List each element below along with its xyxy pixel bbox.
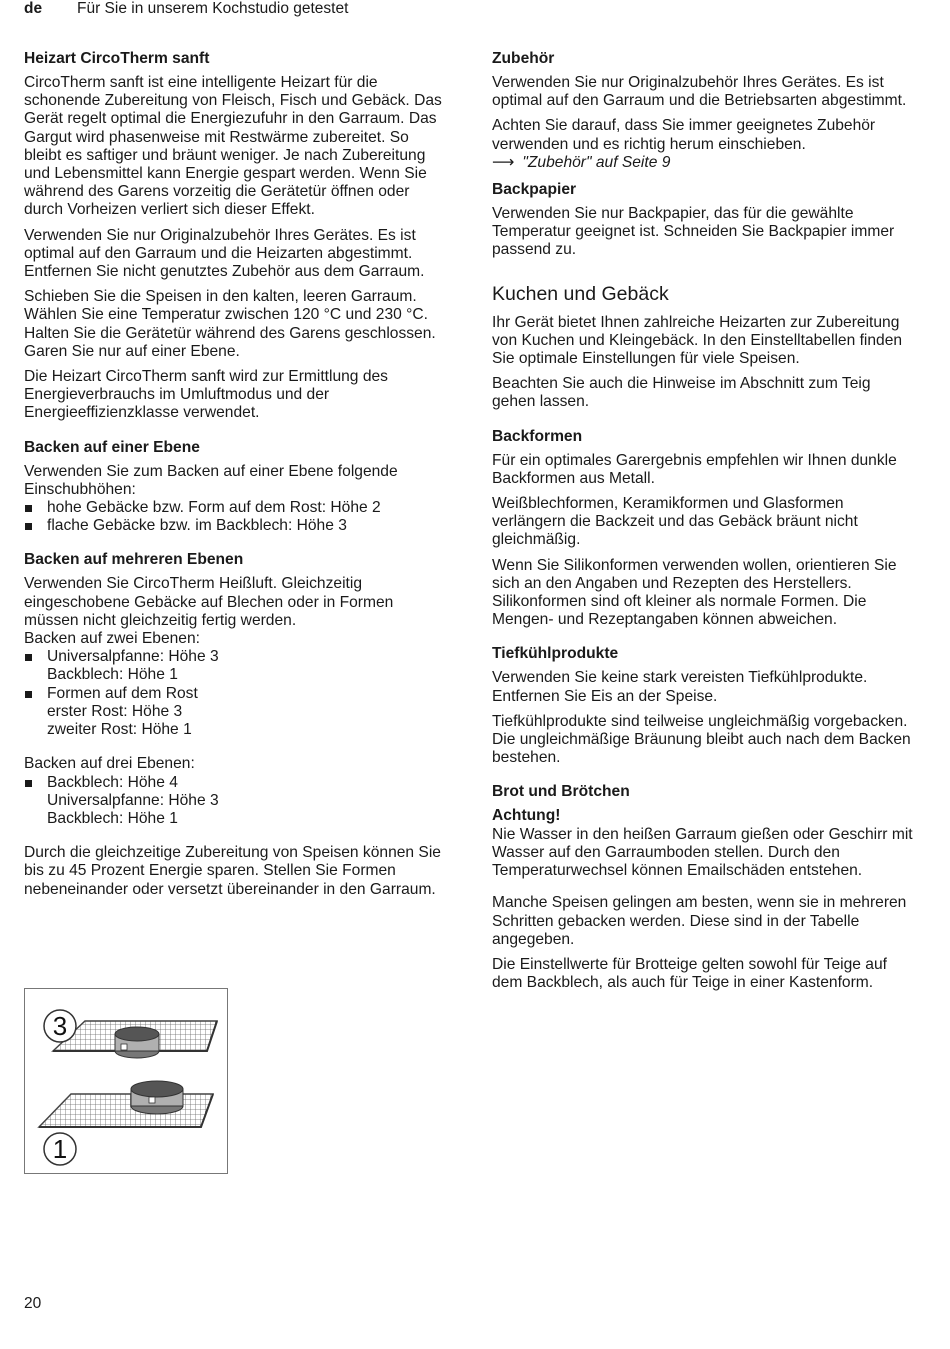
- list-item: flache Gebäcke bzw. im Backblech: Höhe 3: [24, 517, 449, 535]
- bullet-icon: [25, 691, 32, 698]
- bullet-icon: [25, 505, 32, 512]
- warning-title: Achtung!: [492, 807, 561, 825]
- left-column: [24, 50, 449, 906]
- rack-bottom: [39, 1081, 213, 1127]
- paragraph: Verwenden Sie keine stark vereisten Tiefkühlprodukte. Entfernen Sie Eis an der Speise.: [492, 669, 868, 705]
- svg-text:3: 3: [52, 1011, 68, 1041]
- list-item: Universalpfanne: Höhe 3 Backblech: Höhe 1: [24, 648, 449, 684]
- oven-racks-svg: [25, 989, 229, 1175]
- paragraph: Verwenden Sie zum Backen auf einer Ebene folgende Einschubhöhen:: [24, 462, 398, 498]
- bullet-icon: [25, 523, 32, 530]
- warning-text: Nie Wasser in den heißen Garraum gießen oder Geschirr mit Wasser auf den Garraumboden stellen. Durch den Temperaturwechsel können Emailschäden entstehen.: [492, 825, 913, 880]
- section-title-backpapier: Backpapier: [492, 181, 577, 199]
- page-reference-text: "Zubehör" auf Seite 9: [522, 153, 671, 171]
- section-title-zubehoer: Zubehör: [492, 50, 555, 67]
- language-code: de: [24, 0, 43, 17]
- paragraph: Für ein optimales Garergebnis empfehlen wir Ihnen dunkle Backformen aus Metall.: [492, 451, 897, 487]
- paragraph: Manche Speisen gelingen am besten, wenn sie in mehreren Schritten gebacken werden. Diese sind in der Tabelle angegeben.: [492, 894, 907, 948]
- bullet-icon: [25, 654, 32, 661]
- oven-racks-illustration: [24, 988, 228, 1174]
- bullet-list-two-levels: [24, 648, 449, 739]
- bullet-list: [24, 499, 449, 535]
- paragraph: Tiefkühlprodukte sind teilweise ungleichmäßig vorgebacken. Die ungleichmäßige Bräunung bleibt auch nach dem Backen bestehen.: [492, 712, 911, 767]
- section-title-brot: Brot und Brötchen: [492, 783, 630, 801]
- paragraph: Verwenden Sie nur Backpapier, das für die gewählte Temperatur geeignet ist. Schneiden Sie Backpapier immer passend zu.: [492, 205, 895, 259]
- list-item: Formen auf dem Rost erster Rost: Höhe 3 zweiter Rost: Höhe 1: [24, 685, 449, 740]
- paragraph: Schieben Sie die Speisen in den kalten, leeren Garraum. Wählen Sie eine Temperatur zwischen 120 °C und 230 °C. Halten Sie die Gerätetür während des Garens geschlossen. Garen Sie nur auf einer Ebene.: [24, 288, 436, 360]
- page-reference-link[interactable]: [492, 154, 918, 172]
- level-label-top: [44, 1010, 76, 1042]
- arrow-right-icon: ⟶: [492, 153, 515, 171]
- paragraph: CircoTherm sanft ist eine intelligente Heizart für die schonende Zubereitung von Fleisch, Fisch und Gebäck. Das Gerät regelt optimal die Energiezufuhr in den Garraum. Das Gargut wird phasenweise mit Restwärme zubereitet. So bleibt es saftiger und bräunt weniger. Je nach Zubereitung und Lebensmittel kann Energie gespart werden. Wenn Sie während des Garens vorzeitig die Gerätetür öffnen oder durch Vorheizen verliert sich dieser Effekt.: [24, 74, 442, 219]
- page-number: 20: [24, 1295, 42, 1312]
- paragraph: Backen auf zwei Ebenen:: [24, 630, 200, 648]
- section-title-circotherm: Heizart CircoTherm sanft: [24, 50, 210, 67]
- list-item: Backblech: Höhe 4 Universalpfanne: Höhe 3 Backblech: Höhe 1: [24, 774, 449, 829]
- paragraph: Die Heizart CircoTherm sanft wird zur Ermittlung des Energieverbrauchs im Umluftmodus und der Energieeffizienzklasse verwendet.: [24, 368, 388, 422]
- section-title-backformen: Backformen: [492, 427, 583, 445]
- list-item: hohe Gebäcke bzw. Form auf dem Rost: Höhe 2: [24, 499, 449, 517]
- paragraph: Wenn Sie Silikonformen verwenden wollen, orientieren Sie sich an den Angaben und Rezepten des Herstellers. Silikonformen sind oft kleiner als normale Formen. Die Mengen- und Rezeptangaben können abweichen.: [492, 556, 897, 629]
- paragraph: Durch die gleichzeitige Zubereitung von Speisen können Sie bis zu 45 Prozent Energie sparen. Stellen Sie Formen nebeneinander oder versetzt übereinander in den Garraum.: [24, 844, 441, 898]
- header-title: Für Sie in unserem Kochstudio getestet: [77, 0, 349, 17]
- bullet-list-three-levels: [24, 774, 449, 829]
- paragraph: Beachten Sie auch die Hinweise im Abschnitt zum Teig gehen lassen.: [492, 375, 871, 411]
- svg-text:1: 1: [52, 1134, 68, 1164]
- paragraph: Weißblechformen, Keramikformen und Glasformen verlängern die Backzeit und das Gebäck bräunt nicht gleichmäßig.: [492, 495, 858, 549]
- paragraph: Verwenden Sie CircoTherm Heißluft. Gleichzeitig eingeschobene Gebäcke auf Blechen oder in Formen müssen nicht gleichzeitig fertig werden.: [24, 575, 394, 629]
- section-title-one-level: Backen auf einer Ebene: [24, 438, 200, 456]
- rack-top: [53, 1021, 217, 1058]
- paragraph: Ihr Gerät bietet Ihnen zahlreiche Heizarten zur Zubereitung von Kuchen und Kleingebäck. In den Einstelltabellen finden Sie optimale Einstellungen für viele Speisen.: [492, 313, 903, 368]
- section-title-tiefkuehl: Tiefkühlprodukte: [492, 645, 619, 663]
- paragraph: Backen auf drei Ebenen:: [24, 755, 195, 773]
- chapter-title-kuchen: Kuchen und Gebäck: [492, 282, 669, 305]
- right-column: [492, 50, 918, 999]
- paragraph: Die Einstellwerte für Brotteige gelten sowohl für Teige auf dem Backblech, als auch für Teige in einer Kastenform.: [492, 955, 887, 992]
- paragraph: Verwenden Sie nur Originalzubehör Ihres Gerätes. Es ist optimal auf den Garraum und die Betriebsarten abgestimmt.: [492, 74, 907, 110]
- level-label-bottom: [44, 1133, 76, 1165]
- paragraph: Achten Sie darauf, dass Sie immer geeignetes Zubehör verwenden und es richtig herum einschieben.: [492, 117, 876, 153]
- bullet-icon: [25, 780, 32, 787]
- section-title-multi-level: Backen auf mehreren Ebenen: [24, 551, 244, 569]
- paragraph: Verwenden Sie nur Originalzubehör Ihres Gerätes. Es ist optimal auf den Garraum und die Heizarten abgestimmt. Entfernen Sie nicht genutztes Zubehör aus dem Garraum.: [24, 226, 425, 281]
